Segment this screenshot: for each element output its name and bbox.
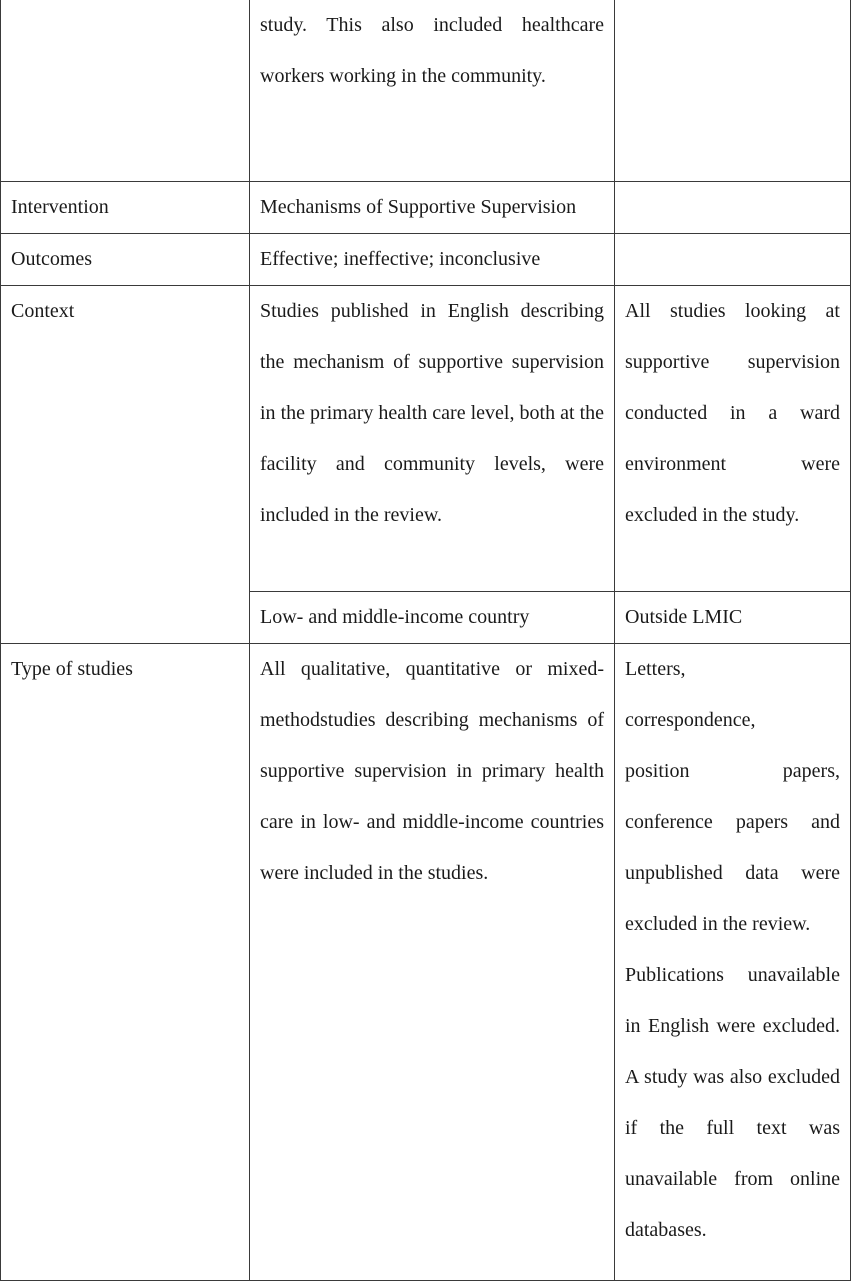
criterion-label-cell: Context <box>1 286 250 644</box>
exclusion-cell: All studies looking at supportive supervision conducted in a ward environment were excluded in the study. <box>615 286 851 592</box>
table-row-continuation <box>1 0 851 182</box>
exclusion-text-line: position papers, conference papers and unpublished data were excluded in the review. <box>625 760 840 935</box>
exclusion-cell <box>615 182 851 234</box>
criterion-label-cell <box>1 0 250 182</box>
table-row-type-of-studies <box>1 644 851 1281</box>
inclusion-cell: Mechanisms of Supportive Supervision <box>250 182 615 234</box>
inclusion-cell: Effective; ineffective; inconclusive <box>250 234 615 286</box>
exclusion-cell: Outside LMIC <box>615 592 851 644</box>
criterion-label-cell: Outcomes <box>1 234 250 286</box>
inclusion-cell: All qualitative, quantitative or mixed-methodstudies describing mechanisms of supportive supervision in primary health care in low- and middle-income countries were included in the studies. <box>250 644 615 1281</box>
exclusion-cell <box>615 234 851 286</box>
table-row-context <box>1 286 851 592</box>
exclusion-text-line: Letters, <box>625 658 686 680</box>
inclusion-cell: Studies published in English describing the mechanism of supportive supervision in the primary health care level, both at the facility and community levels, were included in the review. <box>250 286 615 592</box>
inclusion-cell: Low- and middle-income country <box>250 592 615 644</box>
criterion-label-cell: Intervention <box>1 182 250 234</box>
table-row-outcomes <box>1 234 851 286</box>
inclusion-cell: study. This also included healthcare workers working in the community. <box>250 0 615 182</box>
exclusion-cell <box>615 644 851 1281</box>
exclusion-text-line: Publications unavailable in English were excluded. A study was also excluded if the full text was unavailable from online databases. <box>625 964 840 1241</box>
criterion-label-cell: Type of studies <box>1 644 250 1281</box>
table-row-intervention <box>1 182 851 234</box>
exclusion-text-line: correspondence, <box>625 709 756 731</box>
exclusion-cell <box>615 0 851 182</box>
